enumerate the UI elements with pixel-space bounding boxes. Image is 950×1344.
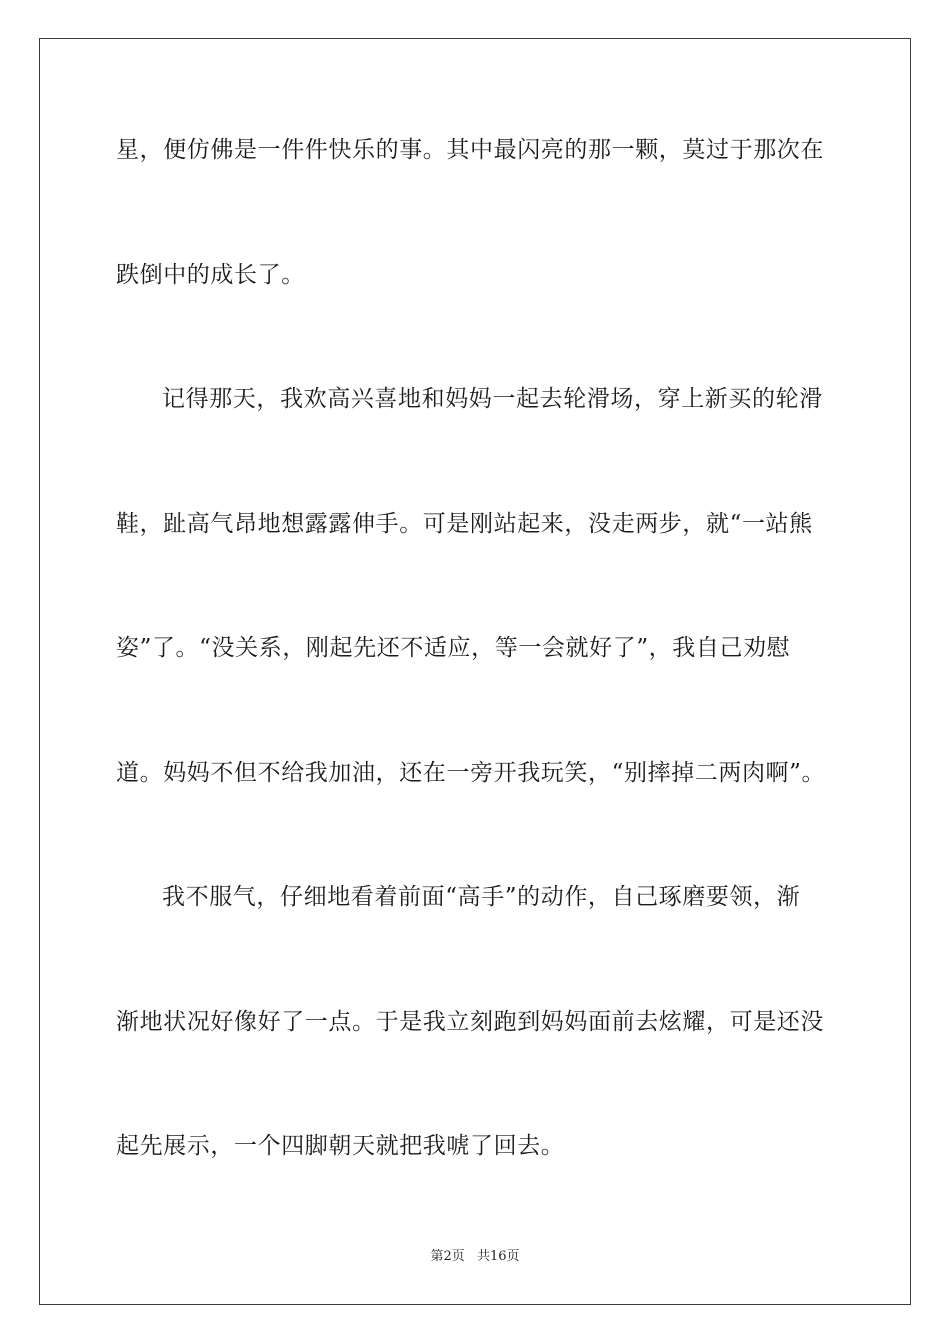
- page-footer: [0, 1248, 950, 1266]
- text-line: 姿”了。“没关系，刚起先还不适应，等一会就好了”，我自己劝慰: [116, 635, 791, 661]
- page-total: 共16页: [476, 1249, 520, 1264]
- text-line: 跌倒中的成长了。: [116, 262, 305, 288]
- text-line: 道。妈妈不但不给我加油，还在一旁开我玩笑，“别摔掉二两肉啊”。: [116, 760, 826, 786]
- text-line: 渐地状况好像好了一点。于是我立刻跑到妈妈面前去炫耀，可是还没: [116, 1009, 824, 1035]
- text-line-indented: 我不服气，仔细地看着前面“高手”的动作，自己琢磨要领，渐: [162, 884, 801, 910]
- page-number: 第2页: [430, 1249, 465, 1264]
- text-line-indented: 记得那天，我欢高兴喜地和妈妈一起去轮滑场，穿上新买的轮滑: [162, 386, 823, 412]
- page-frame: [39, 38, 911, 1305]
- text-line: 鞋，趾高气昂地想露露伸手。可是刚站起来，没走两步，就“一站熊: [116, 511, 813, 537]
- text-line: 星，便仿佛是一件件快乐的事。其中最闪亮的那一颗，莫过于那次在: [116, 137, 824, 163]
- text-line: 起先展示，一个四脚朝天就把我唬了回去。: [116, 1133, 565, 1159]
